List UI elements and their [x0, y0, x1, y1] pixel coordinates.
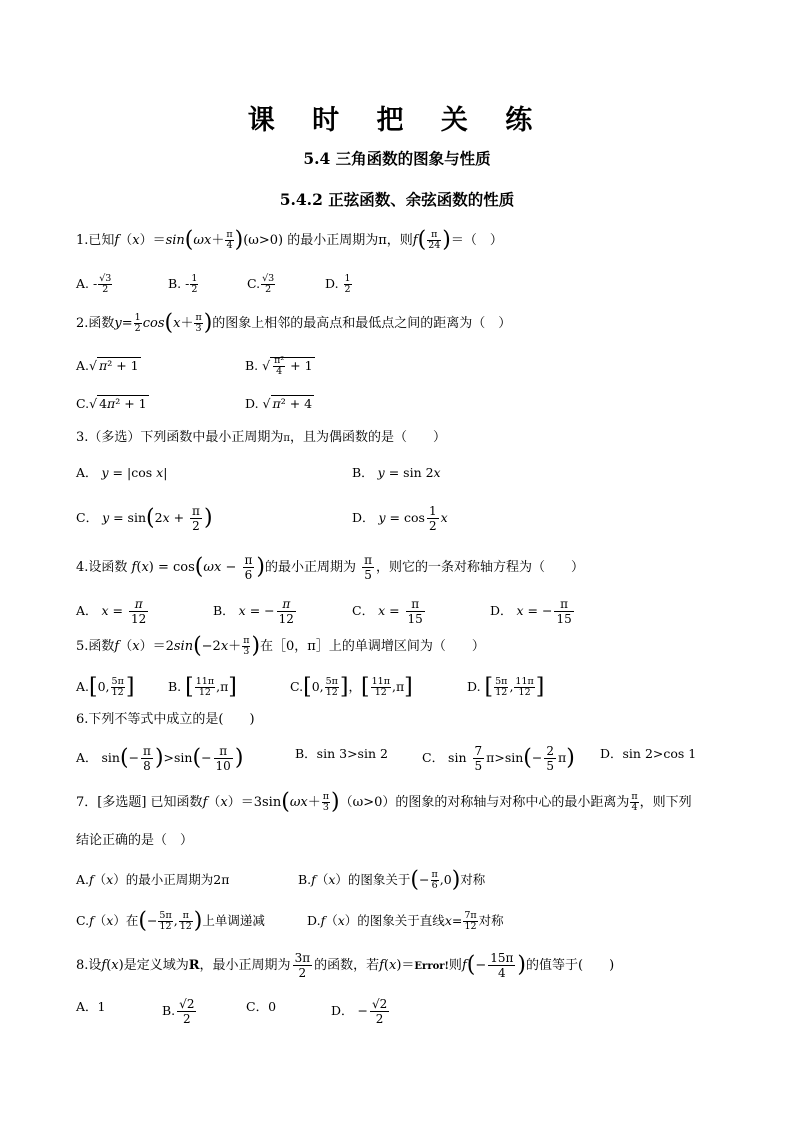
q5-option-b[interactable]: B. [ $\frac{11\pi}{12}$ ,π] [168, 674, 237, 700]
q6-option-a[interactable]: A． sin(− $\frac{\pi}{8}$ )>sin(− $\frac{\pi}{10}$ ) [76, 744, 244, 773]
q4-option-c[interactable]: C． x = $\frac{\pi}{15}$ [352, 597, 423, 626]
question-7: 7．[多选题] 已知函数f（x）＝3sin(ωx＋ $\frac{\pi}{3}$ )（ω>0）的图象的对称轴与对称中心的最小距离为 $\frac{\pi}{4}$ ，则下列 [76, 789, 692, 815]
q1-option-b[interactable]: B. - $\frac{1}{2}$ [168, 273, 198, 295]
question-8: 8.设f(x)是定义域为R，最小正周期为 $\frac{3\pi}{2}$ 的函数，若f(x)＝Error!则f(− $\frac{15\pi}{4}$ )的值等于( ) [76, 951, 615, 980]
section-heading: 5.4 三角函数的图象与性质 [303, 149, 491, 168]
q1-option-a[interactable]: A. - $\frac{√3}{2}$ [76, 273, 112, 295]
q3-option-a[interactable]: A． y = |cos x| [76, 465, 168, 480]
q6-option-c[interactable]: C． sin $\frac{7}{5}$ π>sin(− $\frac{2}{5}$ π) [422, 744, 575, 773]
q8-option-b[interactable]: B. $\frac{√2}{2}$ [162, 997, 195, 1026]
q3-option-d[interactable]: D． y = cos $\frac{1}{2}$ x [352, 504, 448, 533]
q4-option-d[interactable]: D． x = − $\frac{\pi}{15}$ [490, 597, 572, 626]
subsection-heading: 5.4.2 正弦函数、余弦函数的性质 [279, 190, 515, 209]
page-title: 课 时 把 关 练 [247, 105, 547, 136]
q2-option-a[interactable]: A.√ π² + 1 [76, 358, 139, 373]
q3-option-b[interactable]: B． y = sin 2x [352, 465, 441, 480]
q6-option-d[interactable]: D．sin 2>cos 1 [600, 746, 697, 761]
q5-option-a[interactable]: A.[0, $\frac{5\pi}{12}$ ] [76, 674, 135, 700]
q3-option-c[interactable]: C． y = sin(2x + $\frac{\pi}{2}$ ) [76, 504, 213, 533]
question-7-line-2: 结论正确的是（ ） [76, 833, 194, 848]
question-5: 5.函数f（x）＝2sin(−2x＋ $\frac{\pi}{3}$ )在［0，π］上的单调增区间为（ ） [76, 633, 485, 659]
q8-option-a[interactable]: A．1 [76, 999, 106, 1014]
question-6: 6.下列不等式中成立的是( ) [76, 712, 255, 727]
q7-option-b[interactable]: B.f（x）的图象关于(− $\frac{\pi}{6}$ ,0)对称 [298, 867, 486, 893]
question-1: 1.已知f（x）＝sin(ωx＋ $\frac{\pi}{4}$ )(ω>0) 的最小正周期为π，则f( $\frac{\pi}{24}$ )＝（ ） [76, 227, 503, 253]
q2-option-c[interactable]: C.√ 4π² + 1 [76, 396, 147, 411]
question-4: 4.设函数 f(x) = cos(ωx − $\frac{\pi}{6}$ )的最小正周期为 $\frac{\pi}{5}$ ，则它的一条对称轴方程为（ ） [76, 553, 585, 582]
question-3: 3.（多选）下列函数中最小正周期为π，且为偶函数的是（ ） [76, 430, 446, 445]
q7-option-c[interactable]: C.f（x）在(− $\frac{5\pi}{12}$ , $\frac{\pi}{12}$ )上单调递减 [76, 908, 265, 934]
question-2: 2.函数y= $\frac{1}{2}$ cos(x＋ $\frac{\pi}{3}$ )的图象上相邻的最高点和最低点之间的距离为（ ） [76, 310, 512, 336]
q4-option-a[interactable]: A． x = $\frac{\pi}{12}$ [76, 597, 147, 626]
q5-option-d[interactable]: D. [ $\frac{5\pi}{12}$ , $\frac{11\pi}{12}$ ] [467, 674, 545, 700]
q6-option-b[interactable]: B．sin 3>sin 2 [295, 746, 388, 761]
q7-option-a[interactable]: A.f（x）的最小正周期为2π [76, 872, 230, 887]
q8-option-d[interactable]: D． − $\frac{√2}{2}$ [331, 997, 388, 1026]
q4-option-b[interactable]: B． x = − $\frac{\pi}{12}$ [213, 597, 294, 626]
q5-option-c[interactable]: C.[0, $\frac{5\pi}{12}$ ]，[ $\frac{11\pi}{12}$ ,π] [290, 674, 413, 700]
q2-option-b[interactable]: B. √ $\frac{\text{π²}}{4}$ + 1 [245, 355, 313, 377]
q7-option-d[interactable]: D.f（x）的图象关于直线x= $\frac{7\pi}{12}$ 对称 [307, 910, 504, 932]
q2-option-d[interactable]: D. √ π² + 4 [245, 396, 313, 411]
q8-option-c[interactable]: C．0 [246, 999, 277, 1014]
q1-option-d[interactable]: D. $\frac{1}{2}$ [325, 273, 351, 295]
q1-option-c[interactable]: C. $\frac{√3}{2}$ [247, 273, 275, 295]
